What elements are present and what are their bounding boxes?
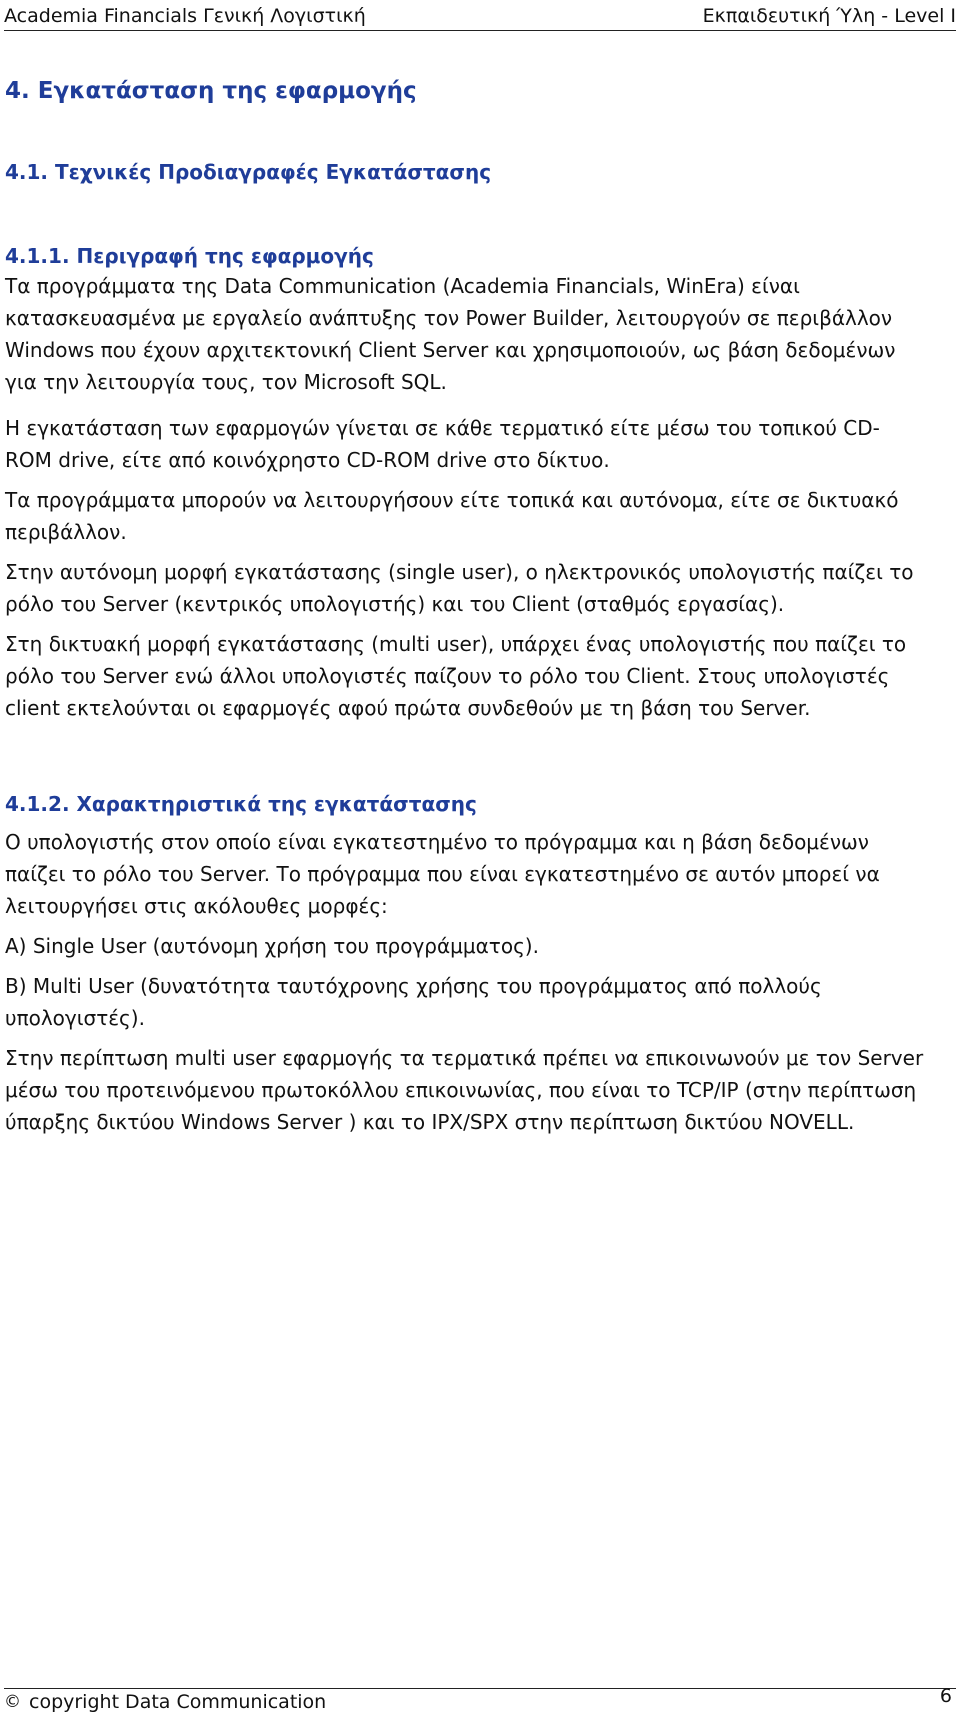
paragraph: Τα προγράμματα μπορούν να λειτουργήσουν είτε τοπικά και αυτόνομα, είτε σε δικτυακό περιβάλλον. <box>5 488 899 544</box>
copyright-icon: © <box>4 1692 21 1712</box>
copyright <box>4 1690 326 1714</box>
paragraph: Ο υπολογιστής στον οποίο είναι εγκατεστημένο το πρόγραμμα και η βάση δεδομένων παίζει το ρόλο του Server. Το πρόγραμμα που είναι εγκατεστημένο σε αυτόν μπορεί να λειτουργήσει στις ακόλουθες μορφές: <box>5 830 880 918</box>
paragraph: Τα προγράμματα της Data Communication (Academia Financials, WinEra) είναι κατασκευασμένα με εργαλείο ανάπτυξης τον Power Builder, λειτουργούν σε περιβάλλον Windows που έχουν αρχιτεκτονική Client Server και χρησιμοποιούν, ως βάση δεδομένων για την λειτουργία τους, τον Microsoft SQL. <box>5 274 896 394</box>
header-doc-level: Εκπαιδευτική Ύλη - Level I <box>702 5 956 27</box>
paragraph: Στη δικτυακή μορφή εγκατάστασης (multi user), υπάρχει ένας υπολογιστής που παίζει το ρόλο του Server ενώ άλλοι υπολογιστές παίζουν το ρόλο του Client. Στους υπολογιστές client εκτελούνται οι εφαρμογές αφού πρώτα συνδεθούν με τη βάση του Server. <box>5 632 907 720</box>
copyright-text: copyright Data Communication <box>29 1691 327 1713</box>
list-item: Β) Multi User (δυνατότητα ταυτόχρονης χρήσης του προγράμματος από πολλούς υπολογιστές). <box>5 974 822 1030</box>
page-content <box>5 76 925 1146</box>
subsection-heading-description: 4.1.1. Περιγραφή της εφαρμογής <box>5 244 374 268</box>
subsection-heading-characteristics: 4.1.2. Χαρακτηριστικά της εγκατάστασης <box>5 792 477 816</box>
page-header <box>4 0 956 31</box>
paragraph: Στην περίπτωση multi user εφαρμογής τα τερματικά πρέπει να επικοινωνούν με τον Server μέσω του προτεινόμενου πρωτοκόλλου επικοινωνίας, που είναι το TCP/IP (στην περίπτωση ύπαρξης δικτύου Windows Server ) και το IPX/SPX στην περίπτωση δικτύου NOVELL. <box>5 1046 924 1134</box>
header-doc-title: Academia Financials Γενική Λογιστική <box>4 5 366 27</box>
paragraph: Η εγκατάσταση των εφαρμογών γίνεται σε κάθε τερματικό είτε μέσω του τοπικού CD-ROM drive, είτε από κοινόχρηστο CD-ROM drive στο δίκτυο. <box>5 416 880 472</box>
page-number: 6 <box>939 1685 952 1707</box>
footer-divider <box>4 1688 956 1689</box>
paragraph: Στην αυτόνομη μορφή εγκατάστασης (single user), ο ηλεκτρονικός υπολογιστής παίζει το ρόλο του Server (κεντρικός υπολογιστής) και του Client (σταθμός εργασίας). <box>5 560 914 616</box>
page-footer <box>4 1685 952 1714</box>
chapter-heading: 4. Εγκατάσταση της εφαρμογής <box>5 78 417 104</box>
section-heading: 4.1. Τεχνικές Προδιαγραφές Εγκατάστασης <box>5 160 492 184</box>
list-item: Α) Single User (αυτόνομη χρήση του προγράμματος). <box>5 934 539 958</box>
